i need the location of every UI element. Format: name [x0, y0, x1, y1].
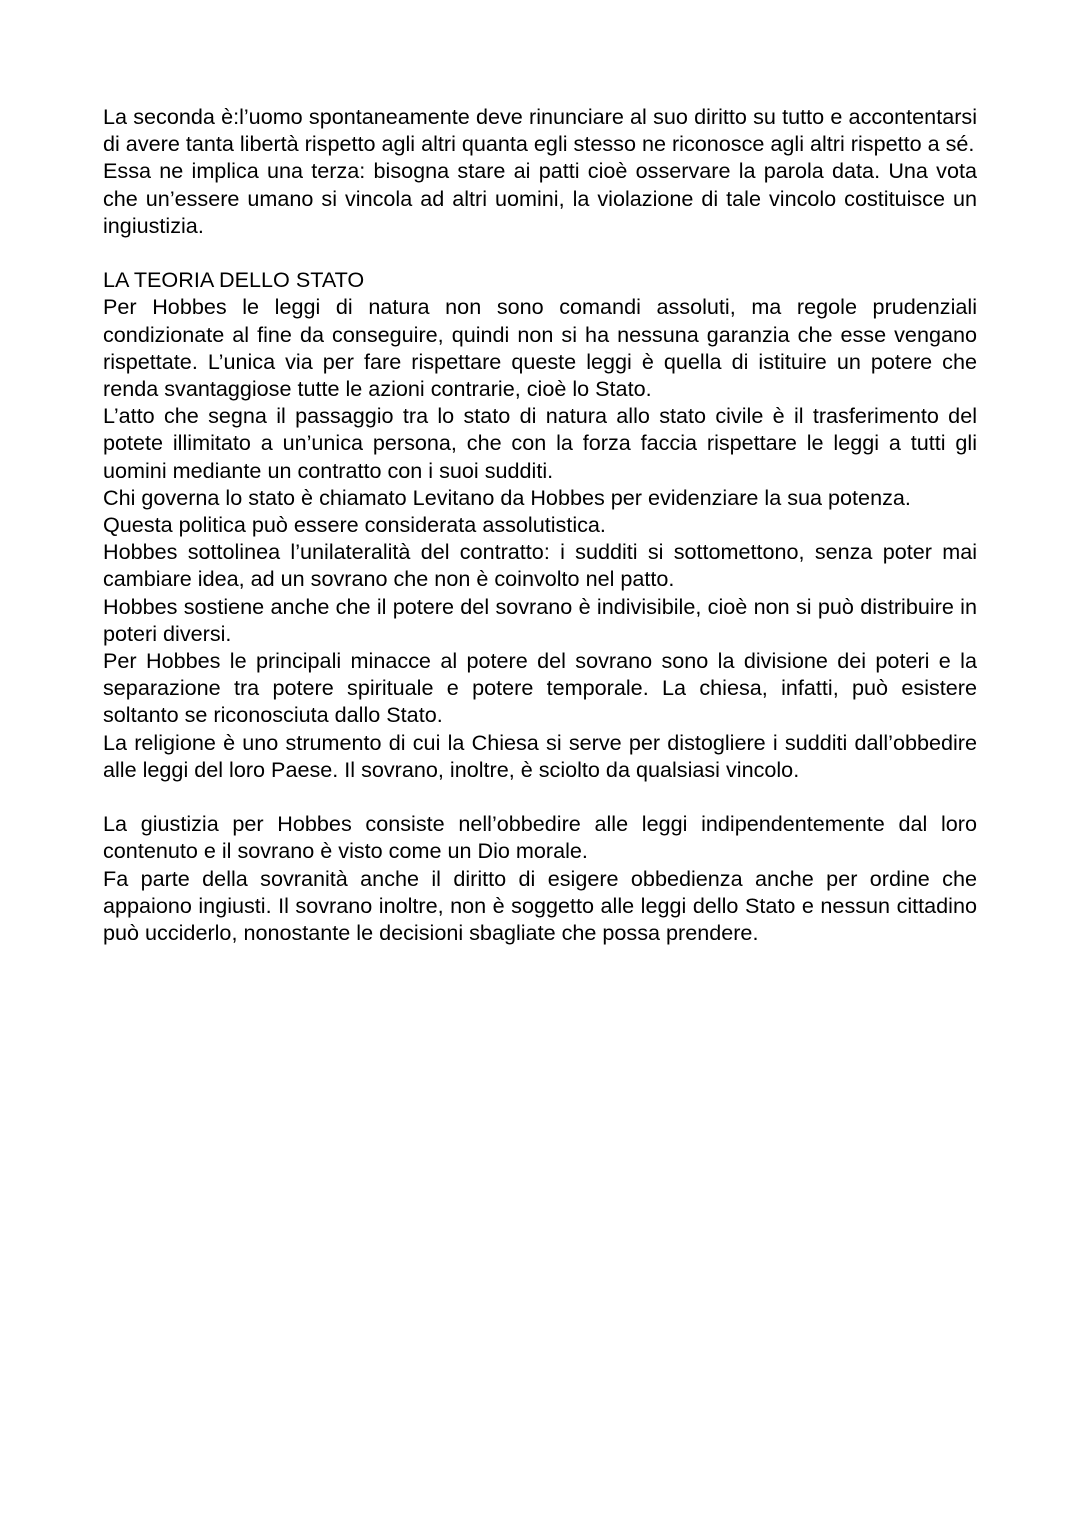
paragraph: Chi governa lo stato è chiamato Levitano da Hobbes per evidenziare la sua potenza. [103, 484, 911, 510]
paragraph: La seconda è:l’uomo spontaneamente deve rinunciare al suo diritto su tutto e accontentarsi di avere tanta libertà rispetto agli altri quanta egli stesso ne riconosce agli altri rispetto a sé. [103, 104, 977, 157]
spacer [103, 239, 977, 266]
paragraph: Hobbes sostiene anche che il potere del sovrano è indivisibile, cioè non si può distribuire in poteri diversi. [103, 593, 977, 646]
paragraph: Questa politica può essere considerata assolutistica. [103, 512, 606, 538]
paragraph: Per Hobbes le leggi di natura non sono comandi assoluti, ma regole prudenziali condizionate al fine da conseguire, quindi non si ha nessuna garanzia che esse vengano rispettate. L’unica via per fare rispettare queste leggi è quella di istituire un potere che renda svantaggiose tutte le azioni contrarie, cioè lo Stato. [103, 294, 977, 402]
paragraph: La religione è uno strumento di cui la Chiesa si serve per distogliere i sudditi dall’obbedire alle leggi del loro Paese. Il sovrano, inoltre, è sciolto da qualsiasi vincolo. [103, 729, 977, 782]
section-teoria-dello-stato [103, 266, 977, 783]
paragraph: Hobbes sottolinea l’unilateralità del contratto: i sudditi si sottomettono, senza poter mai cambiare idea, ad un sovrano che non è coinvolto nel patto. [103, 539, 977, 592]
paragraph: La giustizia per Hobbes consiste nell’obbedire alle leggi indipendentemente dal loro contenuto e il sovrano è visto come un Dio morale. [103, 811, 977, 864]
section-intro [103, 103, 977, 239]
section-heading: LA TEORIA DELLO STATO [103, 267, 365, 293]
paragraph: Essa ne implica una terza: bisogna stare ai patti cioè osservare la parola data. Una vota che un’essere umano si vincola ad altri uomini, la violazione di tale vincolo costituisce un ingiustizia. [103, 158, 977, 238]
paragraph: L’atto che segna il passaggio tra lo stato di natura allo stato civile è il trasferimento del potete illimitato a un’unica persona, che con la forza faccia rispettare le leggi a tutti gli uomini mediante un contratto con i suoi sudditi. [103, 403, 977, 483]
paragraph: Fa parte della sovranità anche il diritto di esigere obbedienza anche per ordine che appaiono ingiusti. Il sovrano inoltre, non è soggetto alle leggi dello Stato e nessun cittadino può ucciderlo, nonostante le decisioni sbagliate che possa prendere. [103, 865, 977, 946]
paragraph: Per Hobbes le principali minacce al potere del sovrano sono la divisione dei poteri e la separazione tra potere spirituale e potere temporale. La chiesa, infatti, può esistere soltanto se riconosciuta dallo Stato. [103, 648, 977, 728]
spacer [103, 783, 977, 810]
section-giustizia [103, 810, 977, 946]
document-page [103, 103, 977, 946]
